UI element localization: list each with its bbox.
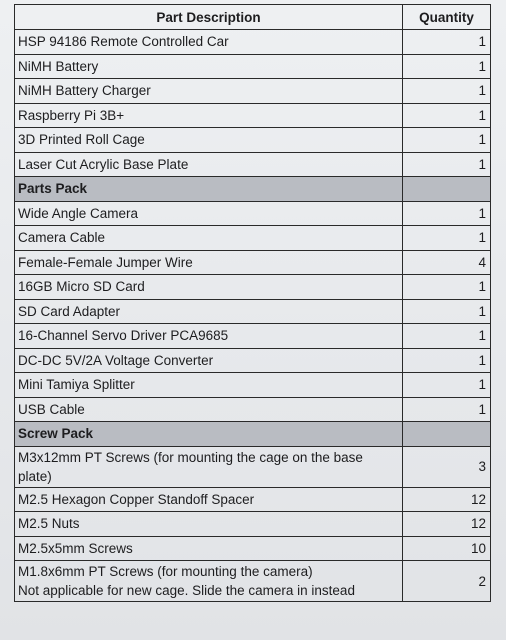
part-quantity: 1 [403,201,491,226]
part-quantity: 1 [403,299,491,324]
table-row [15,30,491,55]
part-description: USB Cable [15,397,403,422]
table-row [15,201,491,226]
part-description: Raspberry Pi 3B+ [15,103,403,128]
part-description: SD Card Adapter [15,299,403,324]
part-quantity: 1 [403,30,491,55]
header-quantity: Quantity [403,5,491,30]
table-row [15,103,491,128]
part-description: NiMH Battery [15,54,403,79]
section-header-row [15,177,491,202]
part-quantity: 1 [403,373,491,398]
table-row [15,373,491,398]
table-row [15,54,491,79]
part-description: M3x12mm PT Screws (for mounting the cage on the base plate) [15,446,403,487]
section-title: Parts Pack [15,177,403,202]
part-description: M2.5 Nuts [15,512,403,537]
part-quantity: 1 [403,226,491,251]
part-description: HSP 94186 Remote Controlled Car [15,30,403,55]
section-header-row [15,422,491,447]
table-row [15,250,491,275]
part-quantity: 1 [403,397,491,422]
part-quantity: 3 [403,446,491,487]
section-quantity-cell [403,422,491,447]
part-quantity: 1 [403,54,491,79]
part-description: NiMH Battery Charger [15,79,403,104]
part-quantity: 10 [403,536,491,561]
parts-table [14,4,491,602]
part-quantity: 12 [403,487,491,512]
part-quantity: 1 [403,324,491,349]
part-quantity: 1 [403,275,491,300]
table-row [15,324,491,349]
part-quantity: 12 [403,512,491,537]
table-row [15,348,491,373]
table-row [15,275,491,300]
table-row [15,226,491,251]
header-description: Part Description [15,5,403,30]
table-row [15,152,491,177]
parts-table-body [15,30,491,602]
part-quantity: 1 [403,103,491,128]
part-quantity: 1 [403,348,491,373]
header-row [15,5,491,30]
table-row [15,299,491,324]
part-description: DC-DC 5V/2A Voltage Converter [15,348,403,373]
part-description: M2.5x5mm Screws [15,536,403,561]
table-row [15,512,491,537]
part-description: 16GB Micro SD Card [15,275,403,300]
table-row [15,397,491,422]
table-row [15,446,491,487]
table-row [15,79,491,104]
section-quantity-cell [403,177,491,202]
part-description: M2.5 Hexagon Copper Standoff Spacer [15,487,403,512]
part-description: Laser Cut Acrylic Base Plate [15,152,403,177]
part-description: 3D Printed Roll Cage [15,128,403,153]
part-description: Mini Tamiya Splitter [15,373,403,398]
part-description: Wide Angle Camera [15,201,403,226]
part-quantity: 4 [403,250,491,275]
table-row [15,561,491,602]
table-row [15,536,491,561]
table-row [15,128,491,153]
part-description: M1.8x6mm PT Screws (for mounting the camera) Not applicable for new cage. Slide the camera in instead [15,561,403,602]
part-description: Camera Cable [15,226,403,251]
part-description: 16-Channel Servo Driver PCA9685 [15,324,403,349]
part-quantity: 1 [403,79,491,104]
section-title: Screw Pack [15,422,403,447]
part-quantity: 1 [403,128,491,153]
table-row [15,487,491,512]
part-quantity: 2 [403,561,491,602]
part-description: Female-Female Jumper Wire [15,250,403,275]
part-quantity: 1 [403,152,491,177]
